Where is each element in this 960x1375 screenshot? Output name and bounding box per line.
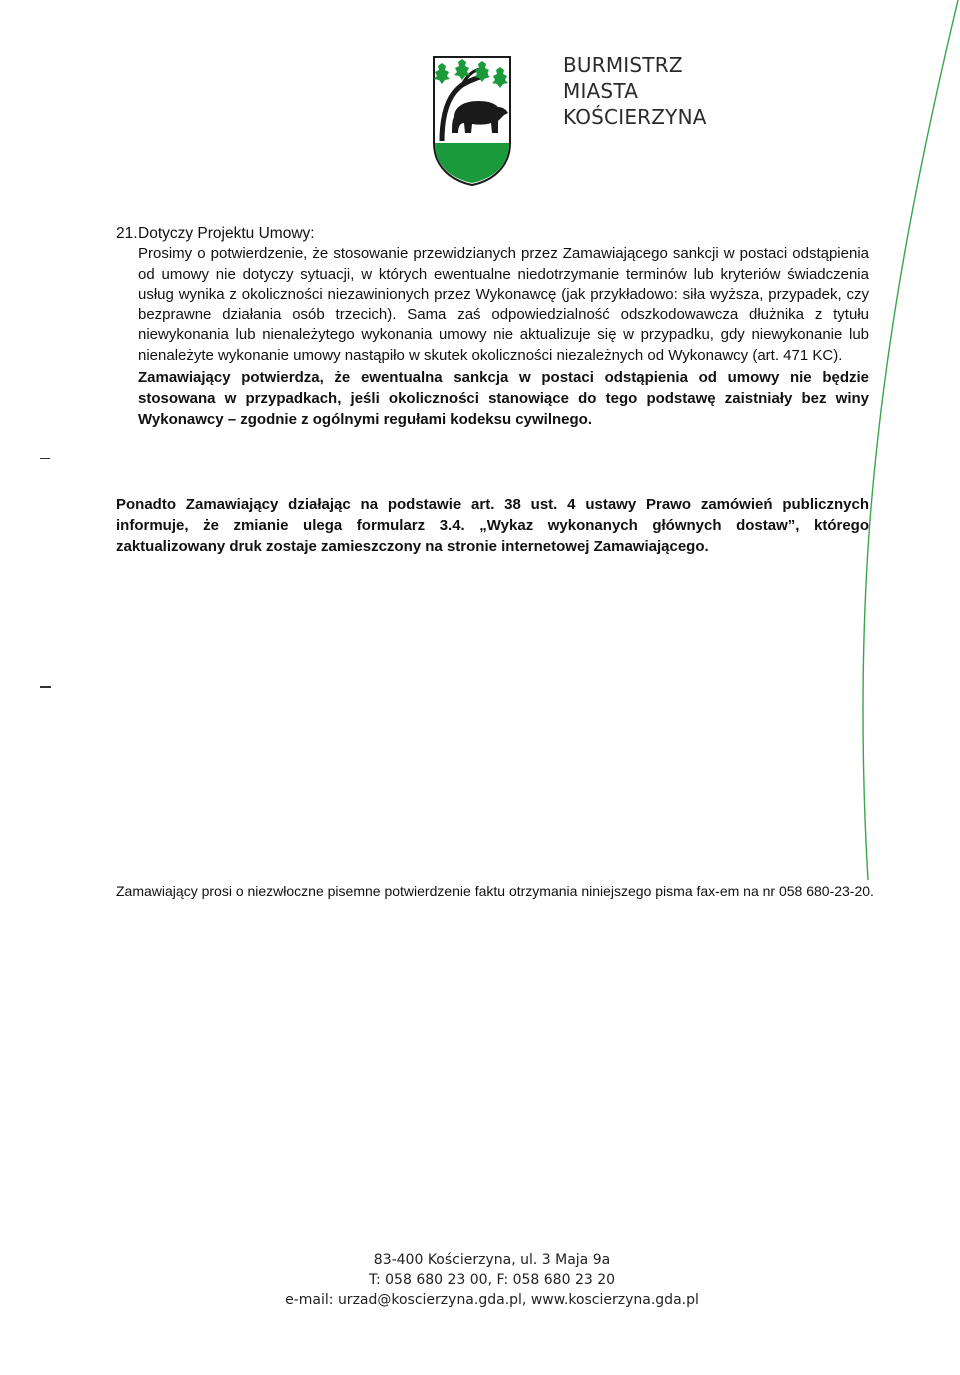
footer-email-web: e-mail: urzad@koscierzyna.gda.pl, www.koscierzyna.gda.pl: [285, 1292, 699, 1308]
margin-mark: [40, 686, 51, 688]
organization-name: [563, 52, 707, 130]
coat-of-arms-icon: [432, 55, 512, 187]
org-name-line-2: MIASTA: [563, 79, 639, 103]
org-name-line-1: BURMISTRZ: [563, 53, 683, 77]
item-number: 21.: [116, 225, 138, 242]
form-change-notice: Ponadto Zamawiający działając na podstawie art. 38 ust. 4 ustawy Prawo zamówień publicznych informuje, że zmianie ulega formularz 3.4. „Wykaz wykonanych głównych dostaw”, którego zaktualizowany druk zostaje zamieszczony na stronie internetowej Zamawiającego.: [116, 496, 869, 555]
item-question-text: Prosimy o potwierdzenie, że stosowanie przewidzianych przez Zamawiającego sankcji w postaci odstąpienia od umowy nie dotyczy sytuacji, w których ewentualne niedotrzymanie terminów lub kryteriów świadczenia usług wynika z okoliczności niezawinionych przez Wykonawcę (jak przykładowo: siła wyższa, przypadek, czy bezprawne działania osób trzecich). Sama zaś odpowiedzialność odszkodowawcza dłużnika z tytułu niewykonania lub nienależytego wykonania umowy nie aktualizuje się w przypadku, gdy niewykonanie lub nienależyte wykonanie umowy nastąpiło w skutek okoliczności niezależnych od Wykonawcy (art. 471 KC).: [138, 245, 869, 364]
confirmation-request: Zamawiający prosi o niezwłoczne pisemne potwierdzenie faktu otrzymania niniejszego pisma fax-em na nr 058 680-23-20.: [116, 883, 874, 899]
org-name-line-3: KOŚCIERZYNA: [563, 105, 707, 129]
item-title: Dotyczy Projektu Umowy:: [138, 225, 315, 242]
letterhead: [432, 52, 732, 192]
footer-address: 83-400 Kościerzyna, ul. 3 Maja 9a: [373, 1252, 611, 1268]
margin-mark: [40, 458, 50, 459]
footer-phone-fax: T: 058 680 23 00, F: 058 680 23 20: [368, 1272, 616, 1288]
footer-contact: [0, 1250, 960, 1310]
question-item: [116, 224, 869, 430]
item-answer-text: Zamawiający potwierdza, że ewentualna sankcja w postaci odstąpienia od umowy nie będzie stosowana w przypadkach, jeśli okoliczności stanowiące do tego podstawę zaistniały bez winy Wykonawcy – zgodnie z ogólnymi regułami kodeksu cywilnego.: [138, 369, 869, 429]
